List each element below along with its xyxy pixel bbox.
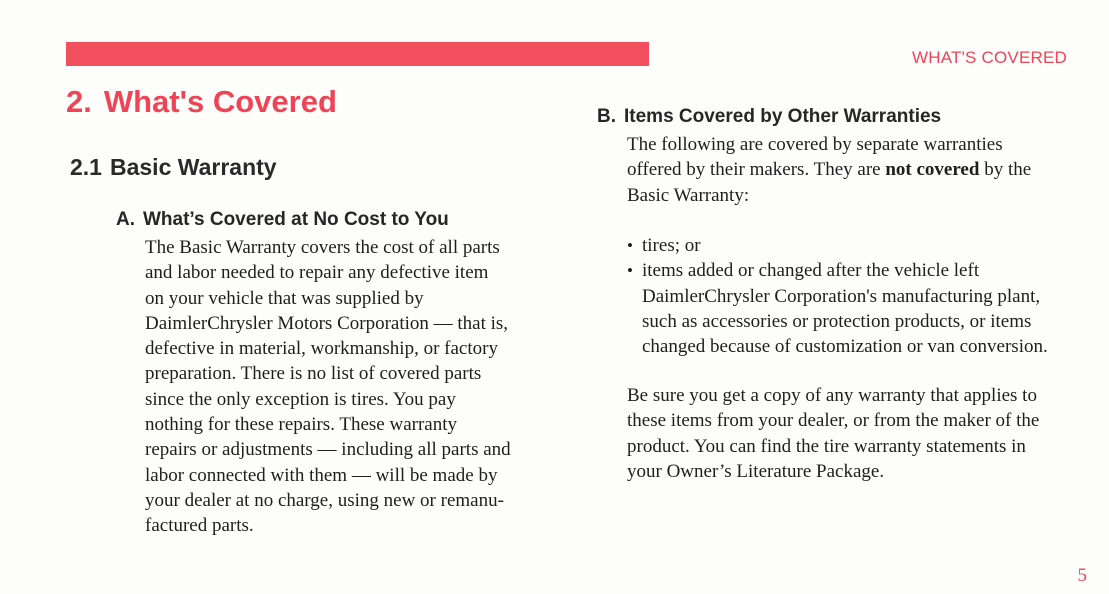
- paragraph-line: preparation. There is no list of covered parts: [145, 363, 482, 385]
- page-number: 5: [1077, 565, 1087, 586]
- paragraph-line: product. You can find the tire warranty statements in: [627, 435, 1026, 457]
- paragraph-line: [627, 157, 1031, 182]
- not-covered-emphasis: not covered: [885, 159, 980, 181]
- paragraph-line: labor connected with them — will be made by: [145, 464, 498, 486]
- list-item-line: such as accessories or protection products, or items: [642, 310, 1032, 332]
- header-rule-bar: [66, 42, 649, 66]
- list-item-line: DaimlerChrysler Corporation's manufacturing plant,: [642, 285, 1041, 307]
- subsection-b-intro: [627, 132, 1031, 208]
- paragraph-line: The Basic Warranty covers the cost of all parts: [145, 237, 500, 258]
- paragraph-line: repairs or adjustments — including all parts and: [145, 439, 511, 461]
- subsection-a-paragraph: [145, 235, 511, 539]
- section-heading: [70, 154, 277, 181]
- list-item: [627, 258, 1048, 359]
- bullet-icon: •: [627, 236, 633, 255]
- paragraph-line: Be sure you get a copy of any warranty that applies to: [627, 385, 1037, 406]
- paragraph-line: these items from your dealer, or from the maker of the: [627, 410, 1040, 432]
- running-head: WHAT'S COVERED: [912, 48, 1067, 67]
- paragraph-line: defective in material, workmanship, or factory: [145, 338, 498, 360]
- chapter-title: [66, 84, 337, 120]
- paragraph-line: The following are covered by separate warranties: [627, 134, 1003, 155]
- intro-text: by the: [979, 159, 1032, 181]
- paragraph-line: and labor needed to repair any defective item: [145, 262, 489, 284]
- list-item-line: changed because of customization or van conversion.: [642, 336, 1048, 358]
- section-title-text: Basic Warranty: [109, 154, 277, 180]
- subsection-a-title: What’s Covered at No Cost to You: [143, 209, 449, 230]
- list-item-line: items added or changed after the vehicle left: [642, 260, 980, 282]
- paragraph-line: factured parts.: [145, 515, 254, 537]
- chapter-title-text: What's Covered: [103, 84, 337, 119]
- subsection-b-heading: [597, 106, 941, 128]
- chapter-number: 2.: [66, 84, 92, 119]
- subsection-a-letter: A.: [116, 209, 135, 230]
- section-number: 2.1: [70, 154, 102, 180]
- subsection-b-letter: B.: [597, 106, 616, 127]
- bullet-icon: •: [627, 261, 633, 281]
- excluded-items-list: [627, 233, 1048, 359]
- list-item: [627, 233, 1048, 258]
- paragraph-line: your dealer at no charge, using new or remanu-: [145, 489, 504, 511]
- subsection-b-title: Items Covered by Other Warranties: [624, 106, 942, 127]
- intro-text: offered by their makers. They are: [627, 159, 886, 181]
- paragraph-line: Basic Warranty:: [627, 184, 750, 206]
- subsection-b-closing: [627, 383, 1039, 484]
- paragraph-line: nothing for these repairs. These warranty: [145, 414, 457, 436]
- paragraph-line: your Owner’s Literature Package.: [627, 460, 885, 482]
- paragraph-line: DaimlerChrysler Motors Corporation — that is,: [145, 312, 509, 334]
- subsection-a-heading: [116, 209, 449, 231]
- paragraph-line: on your vehicle that was supplied by: [145, 287, 424, 309]
- list-item-line: tires; or: [642, 235, 701, 256]
- paragraph-line: since the only exception is tires. You pay: [145, 388, 456, 410]
